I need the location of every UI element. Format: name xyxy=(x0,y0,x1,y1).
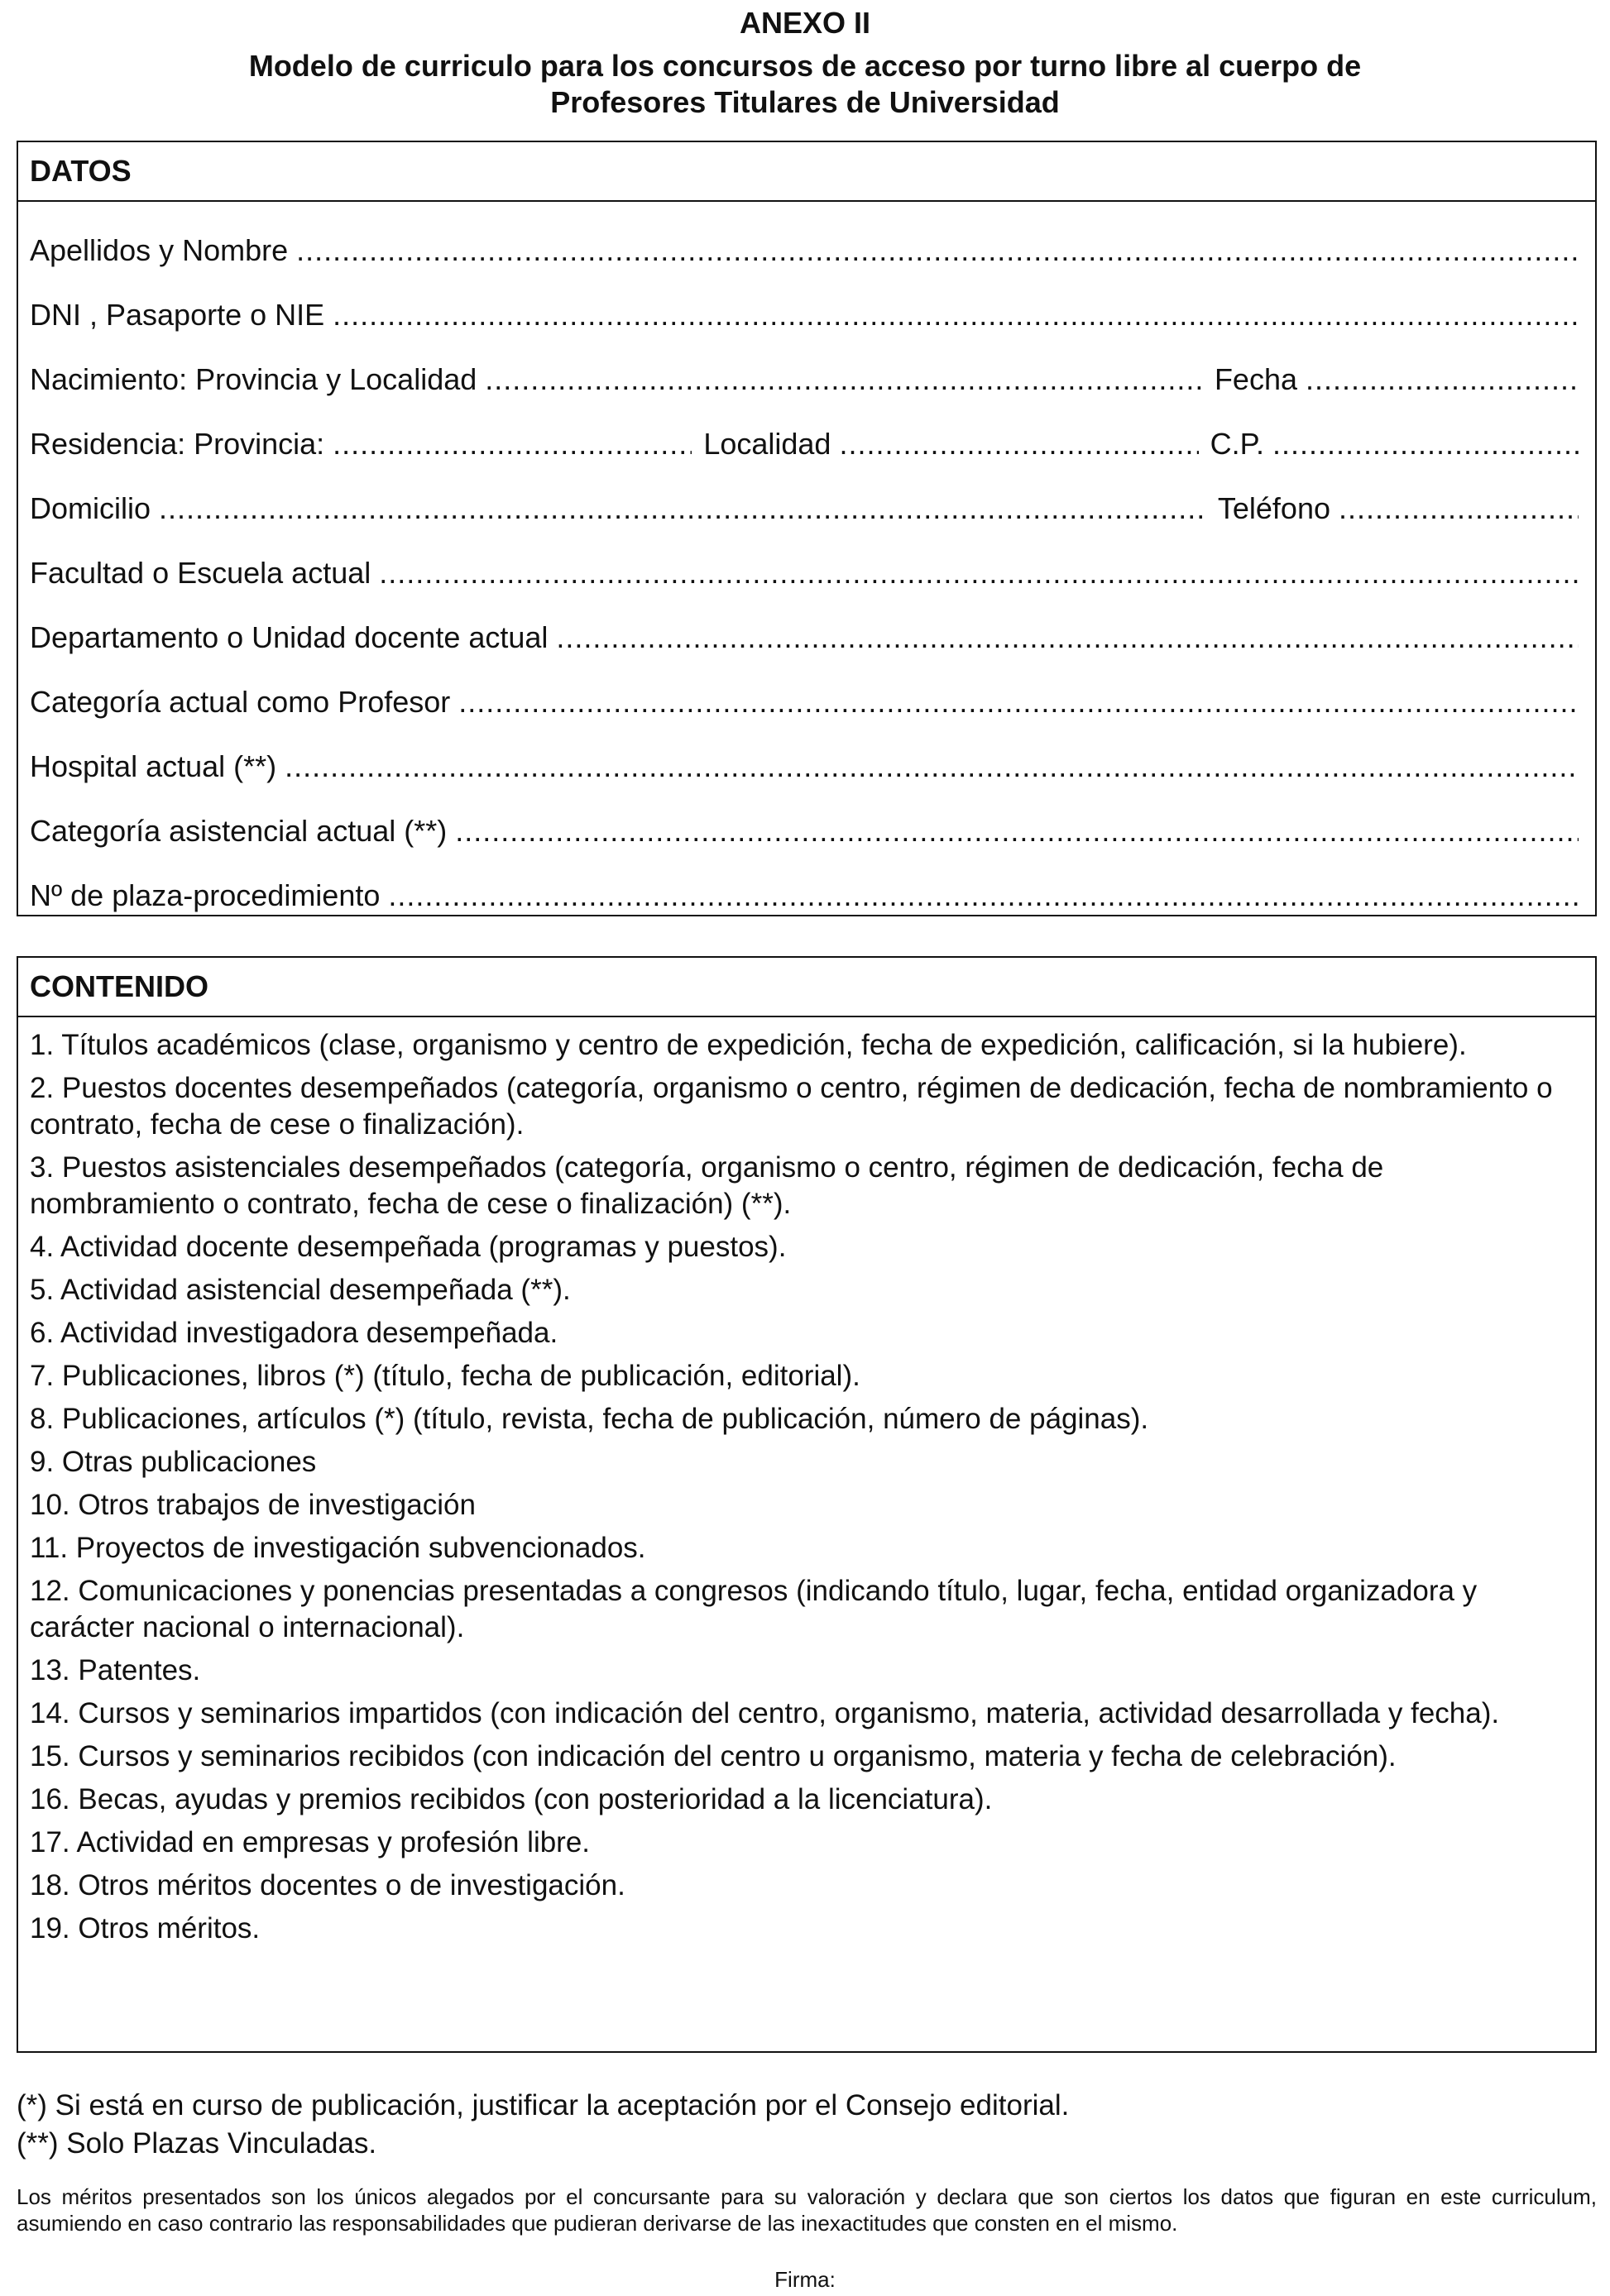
contenido-heading: CONTENIDO xyxy=(18,958,1595,1017)
footnote-publication: (*) Si está en curso de publicación, justificar la aceptación por el Consejo editorial. xyxy=(17,2089,1070,2121)
apellidos-nombre-label: Apellidos y Nombre xyxy=(30,233,289,267)
list-item: 18. Otros méritos docentes o de investigación. xyxy=(30,1869,625,1901)
declaration-text: Los méritos presentados son los únicos alegados por el concursante para su valoración y declara que son ciertos los datos que figuran en este curriculum, asumiendo en caso contrario las responsabilidades que pudieran derivarse de las inexactitudes que consten en el mismo. xyxy=(17,2184,1597,2236)
footnote-vinculadas: (**) Solo Plazas Vinculadas. xyxy=(17,2127,377,2160)
facultad-label: Facultad o Escuela actual xyxy=(30,556,371,590)
hospital-label: Hospital actual (**) xyxy=(30,749,277,783)
categoria-profesor-label: Categoría actual como Profesor xyxy=(30,685,451,719)
contenido-list xyxy=(30,1027,1575,1954)
dni-label: DNI , Pasaporte o NIE xyxy=(30,298,325,332)
plaza-blank[interactable] xyxy=(388,863,1579,928)
annex-title: ANEXO II xyxy=(739,6,871,40)
list-item: 4. Actividad docente desempeñada (programas y puestos). xyxy=(30,1231,787,1263)
cp-blank[interactable] xyxy=(1272,412,1579,476)
contenido-section xyxy=(17,956,1597,2053)
list-item: 12. Comunicaciones y ponencias presentadas a congresos (indicando título, lugar, fecha, entidad organizadora y carácter nacional o internacional). xyxy=(30,1575,1478,1643)
plaza-field[interactable] xyxy=(30,863,1579,928)
hospital-blank[interactable] xyxy=(285,734,1579,799)
telefono-label: Teléfono xyxy=(1217,491,1330,525)
fecha-blank[interactable] xyxy=(1306,347,1579,412)
list-item: 1. Títulos académicos (clase, organismo y centro de expedición, fecha de expedición, calificación, si la hubiere). xyxy=(30,1029,1467,1061)
departamento-label: Departamento o Unidad docente actual xyxy=(30,620,549,654)
cp-label: C.P. xyxy=(1210,427,1264,461)
domicilio-field[interactable] xyxy=(30,476,1579,541)
hospital-field[interactable] xyxy=(30,734,1579,799)
categoria-profesor-blank[interactable] xyxy=(458,670,1579,734)
localidad-label: Localidad xyxy=(703,427,831,461)
categoria-asistencial-blank[interactable] xyxy=(455,799,1579,863)
departamento-field[interactable] xyxy=(30,605,1579,670)
nacimiento-field[interactable] xyxy=(30,347,1579,412)
list-item: 11. Proyectos de investigación subvencionados. xyxy=(30,1532,646,1564)
form-subtitle-line2: Profesores Titulares de Universidad xyxy=(550,85,1060,119)
dni-field[interactable] xyxy=(30,283,1579,347)
domicilio-blank[interactable] xyxy=(159,476,1206,541)
list-item: 8. Publicaciones, artículos (*) (título, revista, fecha de publicación, número de páginas). xyxy=(30,1403,1149,1435)
apellidos-nombre-field[interactable] xyxy=(30,218,1579,283)
list-item: 17. Actividad en empresas y profesión libre. xyxy=(30,1826,591,1858)
nacimiento-label: Nacimiento: Provincia y Localidad xyxy=(30,362,477,396)
list-item: 7. Publicaciones, libros (*) (título, fecha de publicación, editorial). xyxy=(30,1360,860,1392)
residencia-field[interactable] xyxy=(30,412,1579,476)
departamento-blank[interactable] xyxy=(556,605,1579,670)
nacimiento-blank[interactable] xyxy=(485,347,1203,412)
provincia-blank[interactable] xyxy=(333,412,692,476)
datos-fields xyxy=(30,218,1579,928)
categoria-profesor-field[interactable] xyxy=(30,670,1579,734)
domicilio-label: Domicilio xyxy=(30,491,151,525)
dni-blank[interactable] xyxy=(333,283,1579,347)
categoria-asistencial-label: Categoría asistencial actual (**) xyxy=(30,814,448,848)
list-item: 10. Otros trabajos de investigación xyxy=(30,1489,476,1521)
telefono-blank[interactable] xyxy=(1339,476,1579,541)
list-item: 13. Patentes. xyxy=(30,1654,201,1686)
facultad-field[interactable] xyxy=(30,541,1579,605)
residencia-label: Residencia: Provincia: xyxy=(30,427,325,461)
list-item: 3. Puestos asistenciales desempeñados (categoría, organismo o centro, régimen de dedicación, fecha de nombramiento o contrato, fecha de cese o finalización) (**). xyxy=(30,1151,1384,1220)
datos-heading: DATOS xyxy=(18,142,1595,202)
list-item: 9. Otras publicaciones xyxy=(30,1446,317,1478)
plaza-label: Nº de plaza-procedimiento xyxy=(30,878,381,912)
fecha-label: Fecha xyxy=(1214,362,1297,396)
datos-section xyxy=(17,141,1597,916)
list-item: 6. Actividad investigadora desempeñada. xyxy=(30,1317,558,1349)
facultad-blank[interactable] xyxy=(379,541,1579,605)
form-subtitle-line1: Modelo de curriculo para los concursos de acceso por turno libre al cuerpo de xyxy=(248,49,1362,83)
list-item: 15. Cursos y seminarios recibidos (con indicación del centro u organismo, materia y fecha de celebración). xyxy=(30,1740,1397,1772)
list-item: 5. Actividad asistencial desempeñada (**). xyxy=(30,1274,571,1306)
list-item: 16. Becas, ayudas y premios recibidos (con posterioridad a la licenciatura). xyxy=(30,1783,993,1815)
apellidos-nombre-blank[interactable] xyxy=(296,218,1579,283)
list-item: 19. Otros méritos. xyxy=(30,1912,261,1944)
list-item: 14. Cursos y seminarios impartidos (con indicación del centro, organismo, materia, actividad desarrollada y fecha). xyxy=(30,1697,1500,1729)
list-item: 2. Puestos docentes desempeñados (categoría, organismo o centro, régimen de dedicación, fecha de nombramiento o contrato, fecha de cese o finalización). xyxy=(30,1072,1553,1141)
signature-label: Firma: xyxy=(774,2267,836,2292)
localidad-blank[interactable] xyxy=(839,412,1198,476)
categoria-asistencial-field[interactable] xyxy=(30,799,1579,863)
